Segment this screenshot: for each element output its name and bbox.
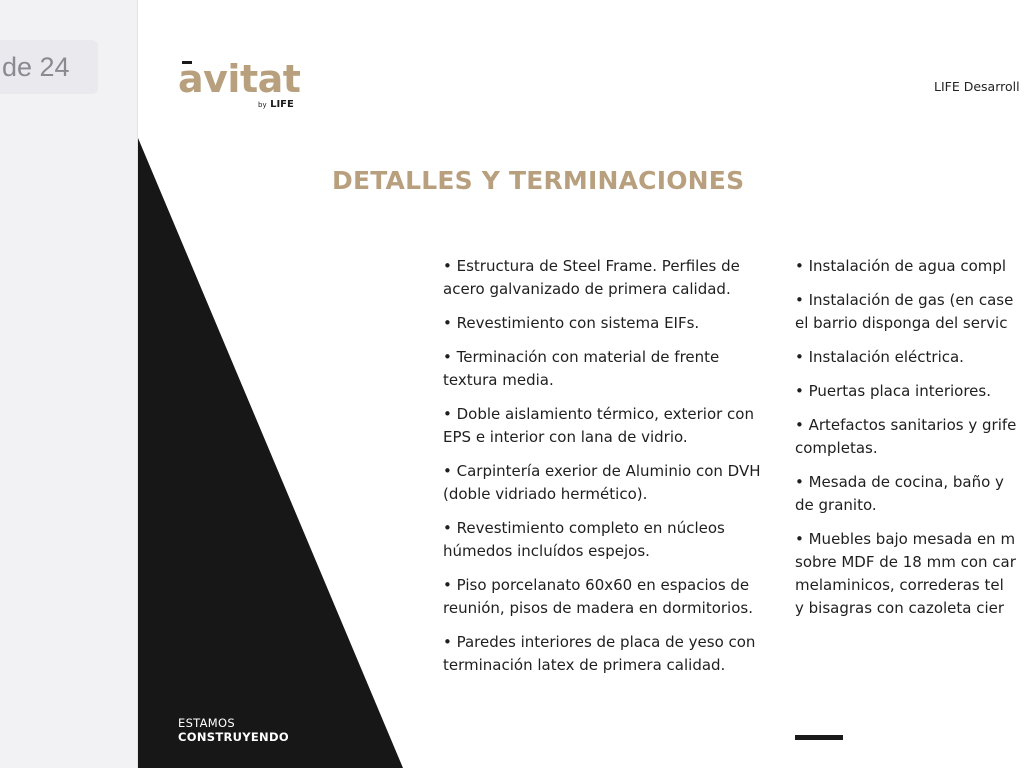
list-item: • Muebles bajo mesada en m sobre MDF de 18 mm con car melaminicos, correderas tel y bisagras con cazoleta cier [795, 530, 1016, 617]
list-item: • Instalación de gas (en case el barrio disponga del servic [795, 291, 1014, 332]
page-title: DETALLES Y TERMINACIONES [332, 166, 745, 195]
avitat-logo [178, 55, 308, 115]
list-item: • Instalación de agua compl [795, 257, 1007, 275]
tagline-line-1: ESTAMOS [178, 716, 235, 730]
page-count-label: de 24 [0, 40, 98, 94]
list-item: • Paredes interiores de placa de yeso con terminación latex de primera calidad. [443, 633, 756, 674]
details-list-left [443, 255, 763, 688]
logo-by: by [258, 101, 267, 109]
decorative-bar [795, 735, 843, 740]
logo-subtitle [258, 99, 294, 110]
list-item: • Carpintería exerior de Aluminio con DVH (doble vidriado hermético). [443, 462, 761, 503]
list-item: • Instalación eléctrica. [795, 348, 964, 366]
thumbnail-sidebar [0, 0, 138, 768]
list-item: • Terminación con material de frente textura media. [443, 348, 720, 389]
logo-wordmark: avitat [178, 57, 301, 101]
logo-life: LIFE [270, 99, 294, 110]
list-item: • Estructura de Steel Frame. Perfiles de acero galvanizado de primera calidad. [443, 257, 740, 298]
details-list-right [795, 255, 1024, 631]
list-item: • Doble aislamiento térmico, exterior con EPS e interior con lana de vidrio. [443, 405, 754, 446]
list-item: • Mesada de cocina, baño y de granito. [795, 473, 1004, 514]
list-item: • Artefactos sanitarios y grife completas. [795, 416, 1017, 457]
list-item: • Revestimiento con sistema EIFs. [443, 314, 700, 332]
list-item: • Puertas placa interiores. [795, 382, 991, 400]
tagline-line-2: CONSTRUYENDO [178, 730, 289, 744]
document-page [138, 0, 1024, 768]
company-name: LIFE Desarroll [934, 79, 1020, 94]
list-item: • Piso porcelanato 60x60 en espacios de reunión, pisos de madera en dormitorios. [443, 576, 753, 617]
tagline [178, 716, 289, 744]
list-item: • Revestimiento completo en núcleos húmedos incluídos espejos. [443, 519, 725, 560]
